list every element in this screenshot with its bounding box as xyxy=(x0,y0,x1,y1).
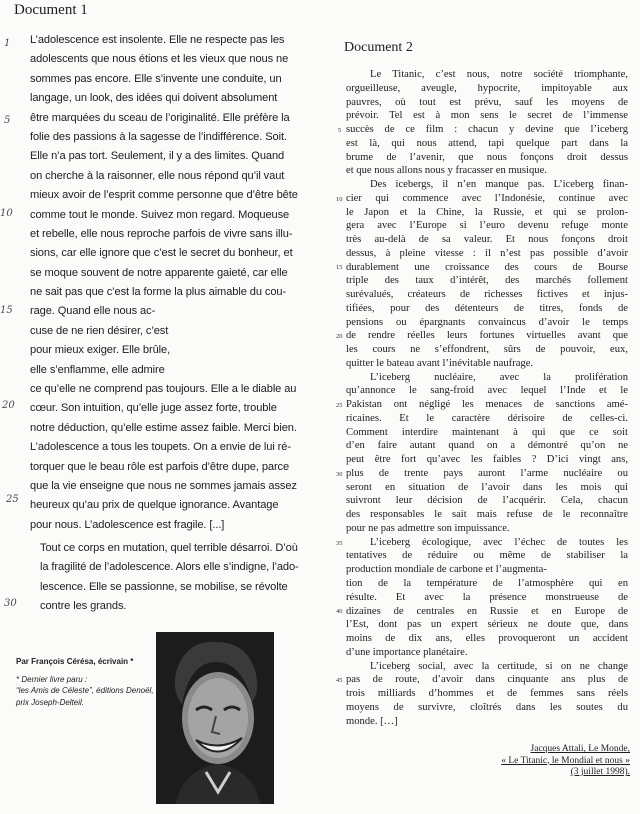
text-line: des responsables le sait mais refuse de le reconnaître xyxy=(346,509,628,520)
text-line: être marquées du sceau de l’originalité. Elle préfère la xyxy=(30,111,290,124)
text-line: cier qui commence avec l’Indonésie, continue avec xyxy=(346,192,628,204)
text-line: production mondiale de carbone et l’augmenta- xyxy=(346,564,547,575)
text-line: L’adolescence est insolente. Elle ne respecte pas les xyxy=(30,34,285,46)
document-1-text-end xyxy=(40,539,299,617)
text-line: moyens de survivre, cloîtrés dans les soutes du xyxy=(346,701,628,713)
author-caption xyxy=(16,656,156,708)
line-number: 20 xyxy=(336,333,343,340)
text-line: L’adolescence a tous les toupets. On a envie de lui ré- xyxy=(30,441,291,454)
text-line: tifiées, pour des détenteurs de titres, fonds de xyxy=(346,302,628,314)
caption-line: * Dernier livre paru : xyxy=(16,674,88,684)
text-line: L’iceberg social, avec la certitude, si on ne change xyxy=(370,660,628,672)
margin-number: 15 xyxy=(0,305,13,316)
text-line: l’Est, dont pas un expert sérieux ne doute que, dans xyxy=(346,619,628,631)
text-line: tion de la température de l’atmosphère qui en xyxy=(346,578,628,589)
caption-line: “les Amis de Céleste”, éditions Denoël, xyxy=(16,686,154,695)
line-number: 25 xyxy=(336,402,343,409)
source-author: Jacques Attali, Le Monde, xyxy=(530,744,630,754)
text-line: torquer que le beau rôle est parfois d’être dupe, parce xyxy=(30,460,290,473)
source-title: « Le Titanic, le Mondial et nous » xyxy=(501,755,630,766)
text-line: prévoir. Tel est à mon sens le secret de l’immense xyxy=(346,110,628,122)
text-line: se moque souvent de notre apparente gaieté, car elle xyxy=(30,266,288,279)
text-line: L’iceberg nucléaire, avec la prolifération xyxy=(370,371,628,383)
text-line: quitter le bateau avant l’inévitable naufrage. xyxy=(346,357,534,369)
text-line: mieux avoir de l’esprit comme personne que d’être bête xyxy=(30,189,298,202)
text-line: orgueilleuse, aveugle, hypocrite, impitoyable aux xyxy=(346,82,628,94)
line-number: 5 xyxy=(338,127,342,134)
text-line: sions, car elle ignore que c’est le secret du bonheur, et xyxy=(30,247,293,260)
line-number: 30 xyxy=(336,471,343,478)
text-line: très au-delà de sa valeur. Et nous fonçons droit xyxy=(346,234,628,245)
margin-number: 30 xyxy=(4,598,17,609)
text-line: gera avec l’Europe si l’euro devenu refuge monte xyxy=(346,220,628,232)
text-line: tentatives de réduire ou même de stabiliser la xyxy=(346,550,628,562)
text-line: les cours ne s’effondrent, sûrs de pouvoir, eux, xyxy=(346,344,628,355)
margin-number: 25 xyxy=(6,494,19,505)
text-line: pensions ou épargnants convaincus d’avoir le temps xyxy=(346,316,628,328)
text-line: Pakistan ont négligé les menaces de sanctions amé- xyxy=(346,399,628,410)
text-line: le Japon et la Chine, la Russie, et qui se prolon- xyxy=(346,206,628,218)
text-line: moins de dix ans, elles provoqueront un accident xyxy=(346,633,628,644)
text-line: d’une importance planétaire. xyxy=(346,646,468,658)
document-2-text-end xyxy=(346,577,628,728)
text-line: succès de ce film : chacun y devine que l’iceberg xyxy=(346,124,628,135)
margin-number: 20 xyxy=(2,400,15,411)
text-line: durablement une croissance des cours de Bourse xyxy=(346,261,628,273)
text-line: rage. Quand elle nous ac- xyxy=(30,305,156,318)
line-number: 45 xyxy=(336,677,343,684)
text-line: peut être fort qu’avec les faibles ? D’ici vingt ans, xyxy=(346,454,628,465)
text-line: adolescents que nous étions et les vieux que nous ne xyxy=(30,53,289,66)
text-line: brume de l’avenir, que nous fonçons droit dessus xyxy=(346,151,628,163)
margin-number: 1 xyxy=(4,38,11,49)
line-number: 35 xyxy=(336,540,343,547)
line-number: 40 xyxy=(336,608,343,615)
text-line: monde. […] xyxy=(346,715,398,727)
text-line: seront en situation de l’avoir dans les mois qui xyxy=(346,481,628,493)
text-line: comme tout le monde. Suivez mon regard. Moqueuse xyxy=(30,208,290,221)
text-line: Tout ce corps en mutation, quel terrible désarroi. D’où xyxy=(40,542,298,554)
text-line: que la vie enseigne que nous ne sommes jamais assez xyxy=(30,479,297,492)
text-line: surévalués, créateurs de richesses fictives et injus- xyxy=(346,289,628,300)
margin-number: 5 xyxy=(4,115,11,126)
text-line: pauvres, où tout est prévu, sauf les moyens de xyxy=(346,96,628,108)
margin-number: 10 xyxy=(0,208,13,219)
text-line: Comment interdire maintenant à qui que ce soit xyxy=(346,426,628,438)
text-line: la fragilité de l’adolescence. Alors elle s’indigne, l’ado- xyxy=(40,561,299,574)
text-line: pour mieux exiger. Elle brûle, xyxy=(30,344,171,357)
text-line: ne sait pas que c’est la forme la plus aimable du cou- xyxy=(30,286,287,299)
text-line: contre les grands. xyxy=(40,600,127,613)
text-line: qu’annonce le sang-froid avec lequel l’Inde et le xyxy=(346,385,628,397)
text-line: d’en faire autant quand on a démontré qu’on ne xyxy=(346,440,628,452)
document-1-text xyxy=(30,31,298,535)
document-1-title: Document 1 xyxy=(14,2,88,18)
line-number: 15 xyxy=(336,264,343,271)
text-line: cœur. Son intuition, qu’elle juge assez forte, trouble xyxy=(30,402,277,415)
text-line: dizaines de centrales en Russie et en Europe de xyxy=(346,605,628,617)
text-line: cuse de ne rien désirer, c’est xyxy=(30,324,169,337)
caption-author: Par François Cérésa, écrivain * xyxy=(16,657,134,666)
text-line: pour nous. L’adolescence est fragile. [...] xyxy=(30,518,225,531)
text-line: folie des passions à la sagesse de l’indifférence. Soit. xyxy=(30,130,287,143)
text-line: et rebelle, elle nous reproche parfois de vivre sans illu- xyxy=(30,227,293,240)
text-line: ricaines. Et le caractère dérisoire de celles-ci. xyxy=(346,412,628,424)
text-line: est là, qui nous attend, tapi quelque part dans la xyxy=(346,137,628,149)
author-portrait-illustration xyxy=(156,632,274,804)
text-line: plus de trente pays auront l’arme nucléaire ou xyxy=(346,467,628,479)
text-line: triple des taux d’intérêt, des marchés follement xyxy=(346,275,628,287)
text-line: pour ne pas admettre son impuissance. xyxy=(346,522,510,534)
line-number: 10 xyxy=(336,196,343,203)
caption-line: prix Joseph-Delteil. xyxy=(16,697,85,707)
text-line: Elle n’a pas tort. Seulement, il y a des limites. Quand xyxy=(30,150,285,163)
text-line: elle s’enflamme, elle admire xyxy=(30,363,165,376)
document-2-title: Document 2 xyxy=(344,40,413,55)
text-line: Des icebergs, il n’en manque pas. L’iceberg finan- xyxy=(370,179,628,190)
text-line: et que nous allons nous y fracasser en musique. xyxy=(346,165,547,177)
text-line: suivront leur décision de l’acquérir. Cela, chacun xyxy=(346,495,628,507)
text-line: L’iceberg écologique, avec l’échec de toutes les xyxy=(370,536,628,548)
source-date: (3 juillet 1998). xyxy=(570,767,630,777)
document-2-text xyxy=(346,68,628,577)
text-line: notre déduction, qu’elle estime assez faible. Merci bien. xyxy=(30,421,297,434)
text-line: langage, un look, des idées qui doivent absolument xyxy=(30,92,278,105)
text-line: on cherche à la raisonner, elle nous répond qu’il vaut xyxy=(30,169,285,182)
author-photo xyxy=(156,632,274,804)
text-line: Le Titanic, c’est nous, notre société triomphante, xyxy=(370,69,628,80)
text-line: résulte. Et avec la présence monstrueuse de xyxy=(346,591,628,603)
text-line: trois milliards d’hommes et de femmes sans réels xyxy=(346,688,628,699)
text-line: de rendre réelles leurs fortunes virtuelles avant que xyxy=(346,330,628,342)
text-line: ce qu’elle ne comprend pas toujours. Elle a le diable au xyxy=(30,383,297,396)
text-line: heureux qu’au prix de quelque ignorance. Avantage xyxy=(30,499,279,512)
text-line: pas de route, d’avoir dans cinquante ans plus de xyxy=(346,674,628,686)
text-line: lescence. Elle se passionne, se mobilise, se révolte xyxy=(40,580,288,593)
text-line: dessus, à pleine vitesse : il n’est pas possible d’avoir xyxy=(346,247,628,259)
text-line: sommes pas encore. Elle s’invente une conduite, un xyxy=(30,72,282,85)
document-2-source xyxy=(440,744,630,779)
